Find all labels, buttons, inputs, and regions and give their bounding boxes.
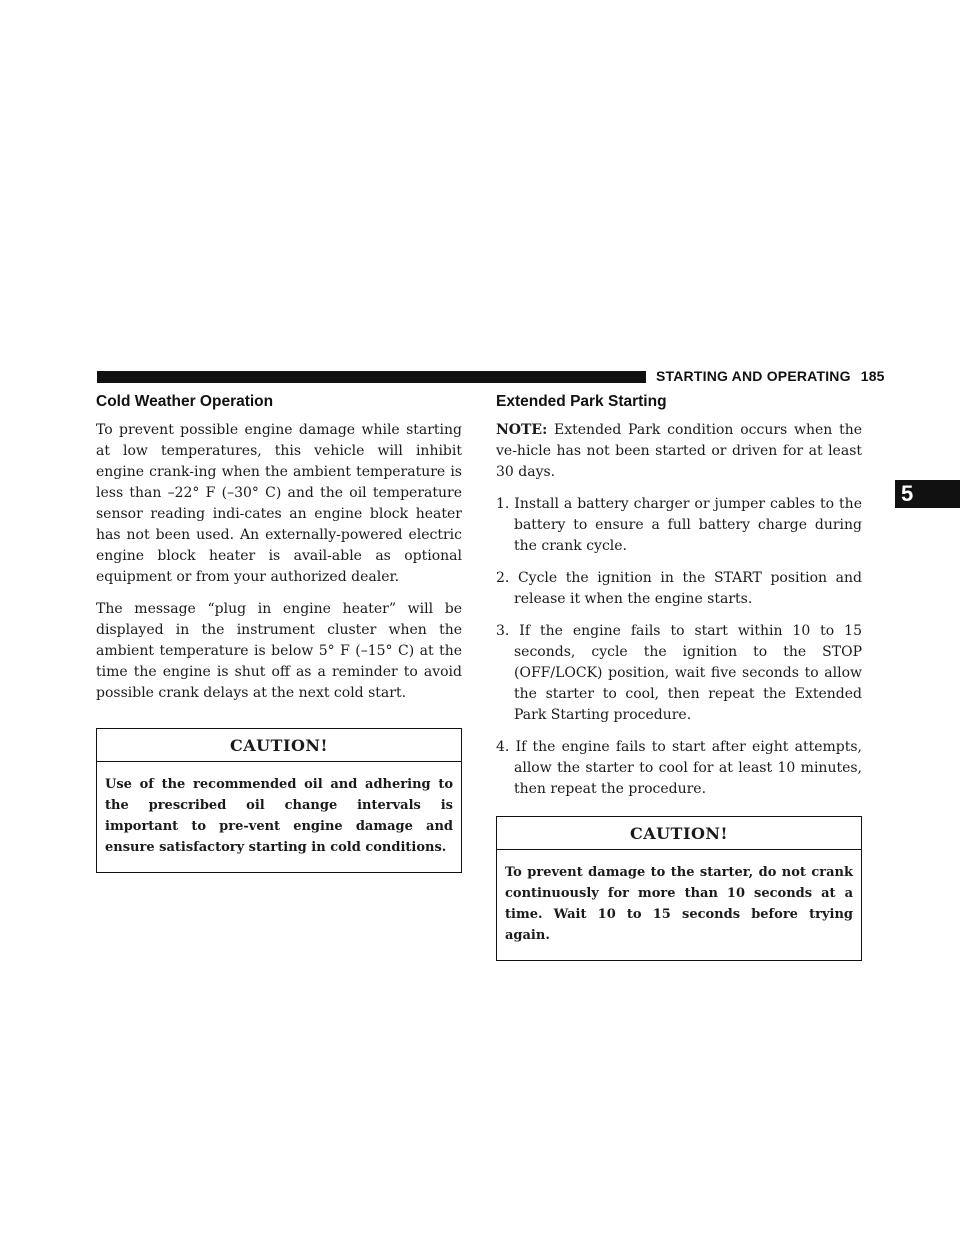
starting-steps-list [496, 494, 862, 800]
note-label: NOTE: [496, 422, 548, 438]
note-text: Extended Park condition occurs when the ve-hicle has not been started or driven for at least 30 days. [496, 422, 862, 480]
caution-box-oil [96, 728, 462, 873]
section-title: STARTING AND OPERATING [656, 368, 851, 384]
caution-body: To prevent damage to the starter, do not crank continuously for more than 10 seconds at a time. Wait 10 to 15 seconds before trying again. [505, 865, 853, 943]
cold-weather-paragraph-2: The message “plug in engine heater” will be displayed in the instrument cluster when the ambient temperature is below 5° F (–15° C) at the time the engine is shut off as a reminder to avoid possible crank delays at the next cold start. [96, 601, 462, 701]
caution-title: CAUTION! [97, 729, 461, 762]
list-item: 1. Install a battery charger or jumper cables to the battery to ensure a full battery charge during the crank cycle. [496, 496, 862, 554]
caution-box-starter [496, 816, 862, 961]
caution-body: Use of the recommended oil and adhering to the prescribed oil change intervals is important to pre-vent engine damage and ensure satisfactory starting in cold conditions. [105, 777, 453, 855]
left-column [96, 392, 462, 873]
cold-weather-paragraph-1: To prevent possible engine damage while starting at low temperatures, this vehicle will inhibit engine crank-ing when the ambient temperature is less than –22° F (–30° C) and the oil temperature sensor reading indi-cates an engine block heater has not been used. An externally-powered electric engine block heater is avail-able as optional equipment or from your authorized dealer. [96, 422, 462, 585]
caution-title: CAUTION! [497, 817, 861, 850]
extended-park-heading: Extended Park Starting [496, 393, 667, 410]
header-rule [97, 371, 646, 383]
chapter-tab [895, 480, 960, 508]
page-number: 185 [860, 368, 885, 384]
right-column [496, 392, 862, 961]
list-item: 4. If the engine fails to start after eight attempts, allow the starter to cool for at least 10 minutes, then repeat the procedure. [496, 739, 862, 797]
list-item: 3. If the engine fails to start within 10 to 15 seconds, cycle the ignition to the STOP (OFF/LOCK) position, wait five seconds to allow the starter to cool, then repeat the Extended Park Starting procedure. [496, 623, 862, 723]
extended-park-note [496, 420, 862, 483]
chapter-number: 5 [901, 481, 914, 506]
running-header [656, 368, 885, 384]
cold-weather-heading: Cold Weather Operation [96, 393, 274, 410]
list-item: 2. Cycle the ignition in the START position and release it when the engine starts. [496, 570, 862, 607]
